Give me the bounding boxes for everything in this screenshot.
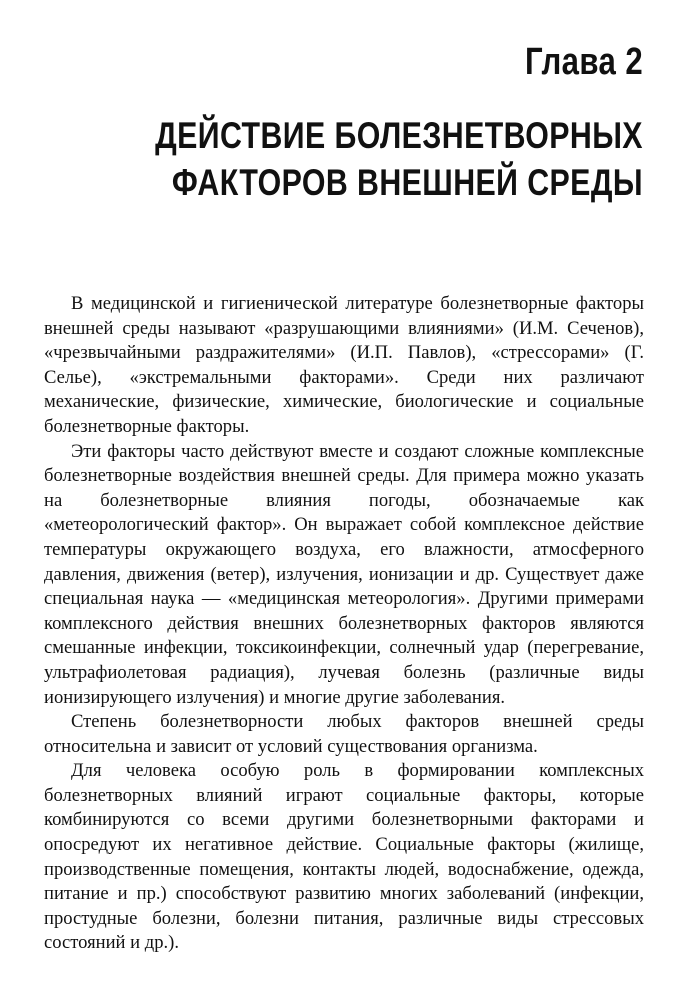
paragraph-2: Эти факторы часто действуют вместе и создают сложные комплексные болезнетворные воздействия внешней среды. Для примера можно указать на болезнетворные влияния погоды, обозначаемые как «метеорологический фактор». Он выражает собой комплексное действие температуры окружающего воздуха, его влажности, атмосферного давления, движения (ветер), излучения, ионизации и др. Существует даже специальная наука — «медицинская метеорология». Другими примерами комплексного действия внешних болезнетворных факторов являются смешанные инфекции, токсикоинфекции, солнечный удар (перегревание, ультрафиолетовая радиация), лучевая болезнь (различные виды ионизирующего излучения) и многие другие заболевания. xyxy=(44,440,644,708)
chapter-body xyxy=(44,292,644,956)
chapter-number: Глава 2 xyxy=(524,41,643,83)
paragraph-3: Степень болезнетворности любых факторов внешней среды относительна и зависит от условий существования организма. xyxy=(44,711,644,757)
chapter-title-line-2: ФАКТОРОВ ВНЕШНЕЙ СРЕДЫ xyxy=(171,162,643,203)
paragraph-4: Для человека особую роль в формировании комплексных болезнетворных влияний играют социальные факторы, которые комбинируются со всеми другими болезнетворными факторами и опосредуют их негативное действие. Социальные факторы (жилище, производственные помещения, контакты людей, водоснабжение, одежда, питание и пр.) способствуют развитию многих заболеваний (инфекции, простудные болезни, болезни питания, различные виды стрессовых состояний и др.). xyxy=(44,760,644,954)
paragraph-1: В медицинской и гигиенической литературе болезнетворные факторы внешней среды называют «разрушающими влияниями» (И.М. Сеченов), «чрезвычайными раздражителями» (И.П. Павлов), «стрессорами» (Г. Селье), «экстремальными факторами». Среди них различают механические, физические, химические, биологические и социальные болезнетворные факторы. xyxy=(44,293,644,437)
chapter-title-line-1: ДЕЙСТВИЕ БОЛЕЗНЕТВОРНЫХ xyxy=(155,115,643,156)
chapter-title xyxy=(155,112,643,206)
